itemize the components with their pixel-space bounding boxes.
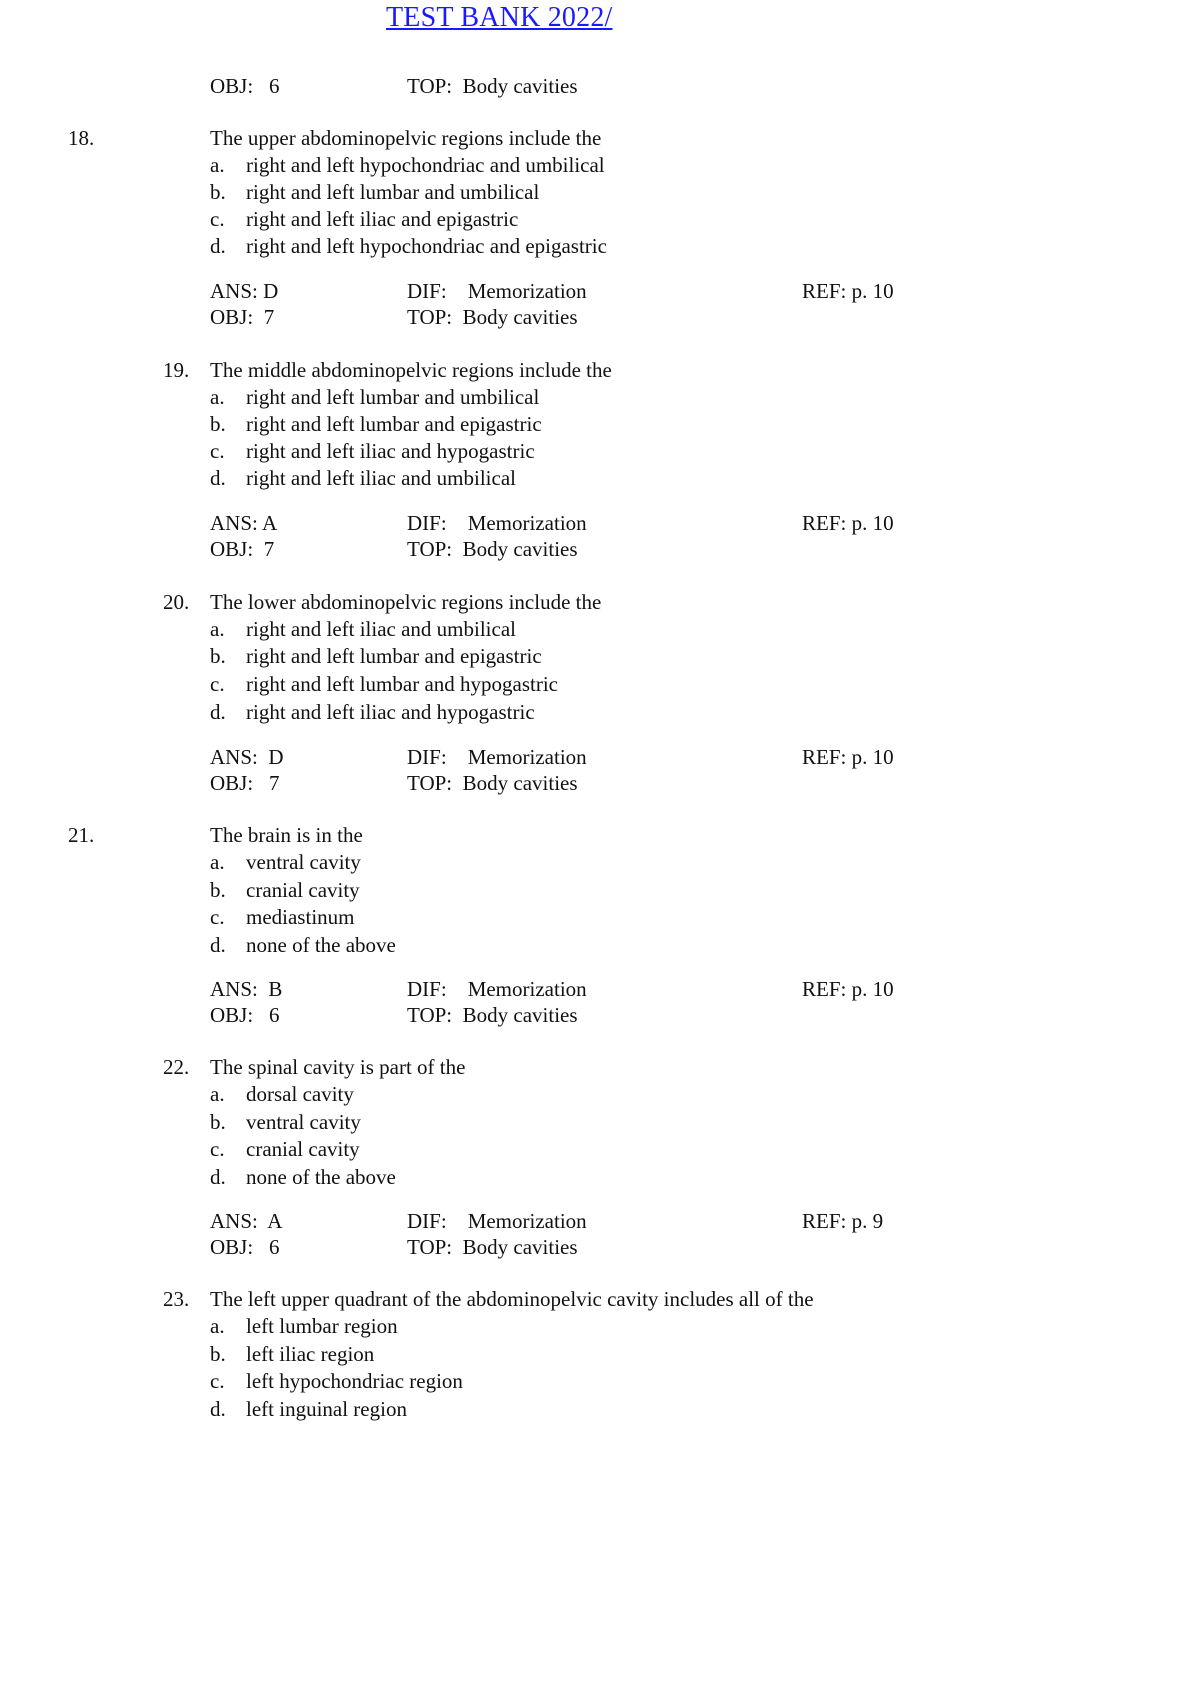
option-c <box>210 1136 360 1162</box>
topic-line <box>407 1002 578 1028</box>
reference-line <box>802 278 894 304</box>
difficulty-line <box>407 976 587 1002</box>
objective-line <box>210 770 279 796</box>
top-label <box>407 73 578 99</box>
option-letter: b. <box>210 1342 226 1366</box>
option-a <box>210 616 516 642</box>
option-text: left lumbar region <box>246 1314 398 1338</box>
ref-value: p. 10 <box>851 977 894 1001</box>
ref-label: REF: <box>802 1209 847 1233</box>
ref-label: REF: <box>802 511 847 535</box>
option-text: right and left iliac and hypogastric <box>246 700 535 724</box>
obj-label: OBJ: <box>210 1003 254 1027</box>
option-letter: d. <box>210 700 226 724</box>
obj-label-text: OBJ: <box>210 74 254 98</box>
objective-line <box>210 1234 279 1260</box>
answer-line <box>210 744 284 770</box>
top-label: TOP: <box>407 537 453 561</box>
option-letter: b. <box>210 1110 226 1134</box>
reference-line <box>802 744 894 770</box>
option-text: cranial cavity <box>246 878 360 902</box>
ref-value: p. 10 <box>851 745 894 769</box>
top-label: TOP: <box>407 1003 453 1027</box>
option-letter: a. <box>210 153 225 177</box>
option-letter: b. <box>210 412 226 436</box>
option-letter: d. <box>210 234 226 258</box>
dif-value: Memorization <box>467 279 587 303</box>
ref-label: REF: <box>802 977 847 1001</box>
ans-label: ANS: <box>210 511 258 535</box>
option-b <box>210 643 542 669</box>
answer-line <box>210 1208 282 1234</box>
question-stem: The middle abdominopelvic regions include the <box>210 358 612 382</box>
dif-label: DIF: <box>407 977 447 1001</box>
dif-label: DIF: <box>407 511 447 535</box>
topic-line <box>407 304 578 330</box>
option-b <box>210 1109 361 1135</box>
ans-label: ANS: <box>210 1209 258 1233</box>
option-text: right and left iliac and umbilical <box>246 617 516 641</box>
question-number: 19. <box>163 358 190 382</box>
objective-line <box>210 1002 279 1028</box>
ans-label: ANS: <box>210 279 258 303</box>
top-value: Body cavities <box>462 1235 578 1259</box>
option-text: none of the above <box>246 933 396 957</box>
option-letter: d. <box>210 466 226 490</box>
objective-line <box>210 536 274 562</box>
topic-line <box>407 536 578 562</box>
option-d <box>210 699 535 725</box>
objective-line <box>210 304 274 330</box>
answer-line <box>210 278 278 304</box>
option-a <box>210 849 361 875</box>
obj-value: 6 <box>268 1003 280 1027</box>
question-number: 18. <box>68 126 95 150</box>
option-text: right and left hypochondriac and umbilical <box>246 153 605 177</box>
option-text: none of the above <box>246 1165 396 1189</box>
option-text: right and left lumbar and hypogastric <box>246 672 558 696</box>
difficulty-line <box>407 278 587 304</box>
option-b <box>210 411 542 437</box>
option-letter: c. <box>210 439 225 463</box>
option-c <box>210 904 355 930</box>
obj-label: OBJ: <box>210 1235 254 1259</box>
top-label-text: TOP: <box>407 74 453 98</box>
reference-line <box>802 510 894 536</box>
ref-value: p. 9 <box>851 1209 884 1233</box>
question-number: 20. <box>163 590 190 614</box>
top-label: TOP: <box>407 305 453 329</box>
option-a <box>210 1081 354 1107</box>
option-text: ventral cavity <box>246 850 361 874</box>
answer-line <box>210 976 282 1002</box>
option-text: right and left lumbar and umbilical <box>246 180 540 204</box>
topic-line <box>407 770 578 796</box>
reference-line <box>802 1208 883 1234</box>
option-letter: a. <box>210 1082 225 1106</box>
option-letter: b. <box>210 878 226 902</box>
ans-value: D <box>268 745 284 769</box>
obj-value: 7 <box>268 771 280 795</box>
difficulty-line <box>407 744 587 770</box>
top-value: Body cavities <box>462 1003 578 1027</box>
option-letter: a. <box>210 385 225 409</box>
ref-label: REF: <box>802 279 847 303</box>
obj-value: 6 <box>268 1235 280 1259</box>
dif-value: Memorization <box>467 511 587 535</box>
top-value: Body cavities <box>462 74 578 98</box>
option-b <box>210 877 360 903</box>
question-stem: The spinal cavity is part of the <box>210 1055 466 1079</box>
top-value: Body cavities <box>462 305 578 329</box>
option-text: right and left iliac and hypogastric <box>246 439 535 463</box>
obj-label: OBJ: <box>210 537 254 561</box>
option-c <box>210 1368 463 1394</box>
top-label: TOP: <box>407 771 453 795</box>
ref-value: p. 10 <box>851 279 894 303</box>
option-a <box>210 1313 398 1339</box>
obj-value: 7 <box>263 537 275 561</box>
answer-line <box>210 510 277 536</box>
top-value: Body cavities <box>462 771 578 795</box>
dif-label: DIF: <box>407 279 447 303</box>
reference-line <box>802 976 894 1002</box>
option-letter: c. <box>210 905 225 929</box>
option-letter: c. <box>210 672 225 696</box>
option-text: right and left hypochondriac and epigastric <box>246 234 607 258</box>
obj-label: OBJ: <box>210 771 254 795</box>
option-a <box>210 384 539 410</box>
ans-value: A <box>267 1209 283 1233</box>
dif-label: DIF: <box>407 1209 447 1233</box>
ref-value: p. 10 <box>851 511 894 535</box>
option-text: right and left lumbar and umbilical <box>246 385 540 409</box>
option-d <box>210 233 607 259</box>
option-letter: a. <box>210 1314 225 1338</box>
option-text: right and left lumbar and epigastric <box>246 644 542 668</box>
option-text: dorsal cavity <box>246 1082 354 1106</box>
option-b <box>210 179 539 205</box>
question-stem: The brain is in the <box>210 823 363 847</box>
difficulty-line <box>407 510 587 536</box>
question-stem: The lower abdominopelvic regions include the <box>210 590 602 614</box>
header-title-link[interactable]: TEST BANK 2022/ <box>386 2 613 33</box>
option-letter: b. <box>210 644 226 668</box>
option-text: left hypochondriac region <box>246 1369 463 1393</box>
dif-value: Memorization <box>467 1209 587 1233</box>
option-text: left inguinal region <box>246 1397 407 1421</box>
dif-value: Memorization <box>467 745 587 769</box>
question-stem: The upper abdominopelvic regions include the <box>210 126 602 150</box>
option-letter: c. <box>210 1369 225 1393</box>
obj-value: 7 <box>263 305 275 329</box>
option-text: left iliac region <box>246 1342 375 1366</box>
question-number: 22. <box>163 1055 190 1079</box>
option-c <box>210 438 535 464</box>
option-c <box>210 671 558 697</box>
option-letter: b. <box>210 180 226 204</box>
option-a <box>210 152 605 178</box>
dif-value: Memorization <box>467 977 587 1001</box>
top-label: TOP: <box>407 1235 453 1259</box>
top-value: Body cavities <box>462 537 578 561</box>
option-text: mediastinum <box>246 905 355 929</box>
ref-label: REF: <box>802 745 847 769</box>
option-text: right and left iliac and umbilical <box>246 466 516 490</box>
obj-label: OBJ: <box>210 305 254 329</box>
dif-label: DIF: <box>407 745 447 769</box>
ans-value: A <box>261 511 278 535</box>
option-letter: d. <box>210 1165 226 1189</box>
option-text: cranial cavity <box>246 1137 360 1161</box>
obj-value: 6 <box>268 74 280 98</box>
option-text: right and left lumbar and epigastric <box>246 412 542 436</box>
ans-label: ANS: <box>210 977 258 1001</box>
option-letter: d. <box>210 933 226 957</box>
option-d <box>210 1164 396 1190</box>
ans-value: D <box>263 279 279 303</box>
option-letter: d. <box>210 1397 226 1421</box>
option-b <box>210 1341 374 1367</box>
option-letter: c. <box>210 207 225 231</box>
question-stem: The left upper quadrant of the abdominopelvic cavity includes all of the <box>210 1287 814 1311</box>
option-d <box>210 932 396 958</box>
ans-label: ANS: <box>210 745 258 769</box>
question-number: 21. <box>68 823 95 847</box>
question-number: 23. <box>163 1287 190 1311</box>
option-letter: c. <box>210 1137 225 1161</box>
option-letter: a. <box>210 850 225 874</box>
option-letter: a. <box>210 617 225 641</box>
ans-value: B <box>268 977 283 1001</box>
option-d <box>210 465 516 491</box>
option-text: right and left iliac and epigastric <box>246 207 519 231</box>
difficulty-line <box>407 1208 587 1234</box>
obj-label <box>210 73 279 99</box>
option-d <box>210 1396 407 1422</box>
topic-line <box>407 1234 578 1260</box>
option-text: ventral cavity <box>246 1110 361 1134</box>
option-c <box>210 206 518 232</box>
